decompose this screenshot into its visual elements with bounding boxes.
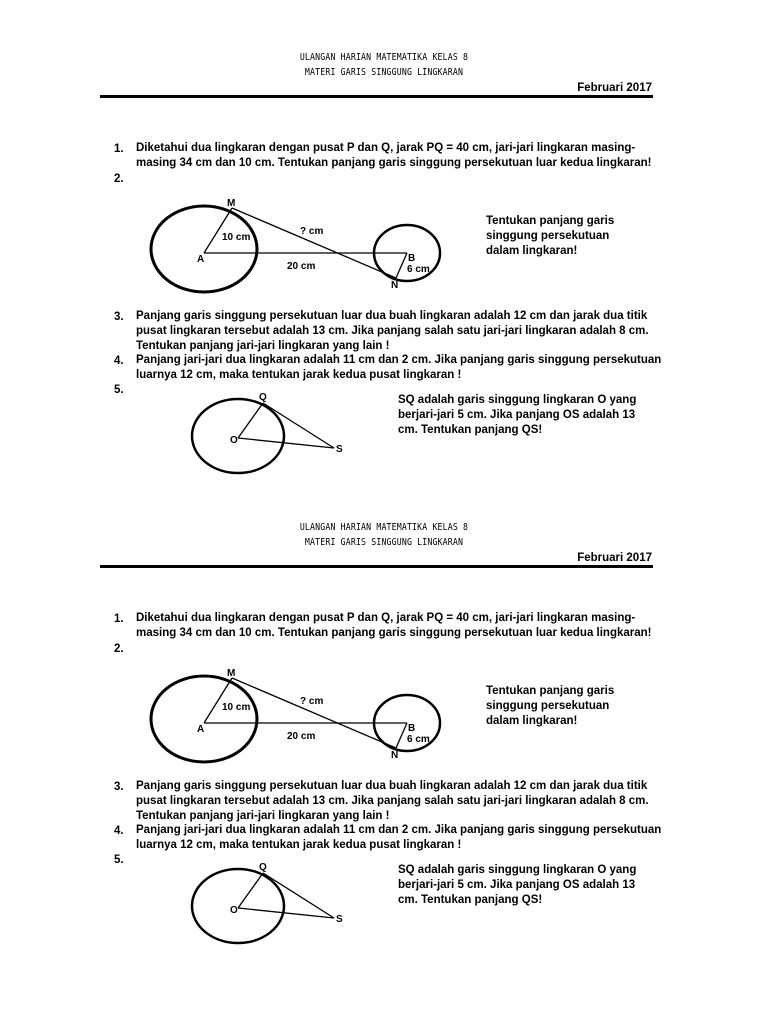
question-5-number: 5. xyxy=(114,384,124,396)
label-distance: 20 cm xyxy=(287,261,316,272)
large-circle xyxy=(151,206,257,292)
question-3-text: Panjang garis singgung persekutuan luar dua buah lingkaran adalah 12 cm dan jarak dua titik pusat lingkaran tersebut adalah 13 cm. Jika panjang salah satu jari-jari lingkaran adalah 8 cm. Tentukan panjang jari-jari lingkaran yang lain ! xyxy=(136,780,649,822)
question-1-number: 1. xyxy=(114,143,124,155)
radius-a xyxy=(204,678,232,723)
circle-o xyxy=(192,399,284,473)
label-o: O xyxy=(230,905,238,916)
radius-b xyxy=(396,723,407,748)
label-a: A xyxy=(197,254,205,265)
question-2-figure xyxy=(0,518,768,988)
large-circle xyxy=(151,676,257,762)
label-radius-2: 6 cm xyxy=(407,264,430,275)
label-b: B xyxy=(408,253,416,264)
question-5-text: SQ adalah garis singgung lingkaran O yang berjari-jari 5 cm. Jika panjang OS adalah 13 cm. Tentukan panjang QS! xyxy=(398,394,637,436)
worksheet-title: ULANGAN HARIAN MATEMATIKA KELAS 8 xyxy=(299,522,469,533)
worksheet-date: Februari 2017 xyxy=(577,552,652,564)
label-n: N xyxy=(391,280,399,291)
label-q: Q xyxy=(259,862,267,873)
question-4-text: Panjang jari-jari dua lingkaran adalah 11 cm dan 2 cm. Jika panjang garis singgung persekutuan luarnya 12 cm, maka tentukan jarak kedua pusat lingkaran ! xyxy=(136,354,662,381)
question-2-number: 2. xyxy=(114,173,124,185)
radius-oq xyxy=(238,403,263,438)
question-2-text: Tentukan panjang garis singgung persekutuan dalam lingkaran! xyxy=(486,215,615,257)
label-m: M xyxy=(227,668,236,679)
worksheet-top xyxy=(0,48,768,518)
circle-o xyxy=(192,869,284,943)
worksheet-date: Februari 2017 xyxy=(577,82,652,94)
question-2-text: Tentukan panjang garis singgung persekutuan dalam lingkaran! xyxy=(486,685,615,727)
worksheet-title: ULANGAN HARIAN MATEMATIKA KELAS 8 xyxy=(299,52,469,63)
worksheet-subtitle: MATERI GARIS SINGGUNG LINGKARAN xyxy=(304,537,464,548)
label-s: S xyxy=(336,914,343,925)
label-tangent: ? cm xyxy=(300,226,324,237)
question-4-text: Panjang jari-jari dua lingkaran adalah 11 cm dan 2 cm. Jika panjang garis singgung persekutuan luarnya 12 cm, maka tentukan jarak kedua pusat lingkaran ! xyxy=(136,824,662,851)
label-a: A xyxy=(197,724,205,735)
question-3-text: Panjang garis singgung persekutuan luar dua buah lingkaran adalah 12 cm dan jarak dua titik pusat lingkaran tersebut adalah 13 cm. Jika panjang salah satu jari-jari lingkaran adalah 8 cm. Tentukan panjang jari-jari lingkaran yang lain ! xyxy=(136,310,649,352)
label-o: O xyxy=(230,435,238,446)
label-s: S xyxy=(336,444,343,455)
radius-a xyxy=(204,208,232,253)
question-5-number: 5. xyxy=(114,854,124,866)
worksheet-bottom xyxy=(0,518,768,988)
label-radius-1: 10 cm xyxy=(222,702,251,713)
label-tangent: ? cm xyxy=(300,696,324,707)
question-4-number: 4. xyxy=(114,355,124,367)
label-radius-1: 10 cm xyxy=(222,232,251,243)
label-n: N xyxy=(391,750,399,761)
label-m: M xyxy=(227,198,236,209)
worksheet-subtitle: MATERI GARIS SINGGUNG LINGKARAN xyxy=(304,67,464,78)
radius-b xyxy=(396,253,407,278)
question-3-number: 3. xyxy=(114,781,124,793)
question-5-text: SQ adalah garis singgung lingkaran O yang berjari-jari 5 cm. Jika panjang OS adalah 13 cm. Tentukan panjang QS! xyxy=(398,864,637,906)
label-distance: 20 cm xyxy=(287,731,316,742)
question-1-number: 1. xyxy=(114,613,124,625)
label-b: B xyxy=(408,723,416,734)
label-radius-2: 6 cm xyxy=(407,734,430,745)
question-2-figure xyxy=(0,48,768,518)
label-q: Q xyxy=(259,392,267,403)
radius-oq xyxy=(238,873,263,908)
question-4-number: 4. xyxy=(114,825,124,837)
question-3-number: 3. xyxy=(114,311,124,323)
question-1-text: Diketahui dua lingkaran dengan pusat P dan Q, jarak PQ = 40 cm, jari-jari lingkaran masing-masing 34 cm dan 10 cm. Tentukan panjang garis singgung persekutuan luar kedua lingkaran! xyxy=(136,612,652,639)
question-1-text: Diketahui dua lingkaran dengan pusat P dan Q, jarak PQ = 40 cm, jari-jari lingkaran masing-masing 34 cm dan 10 cm. Tentukan panjang garis singgung persekutuan luar kedua lingkaran! xyxy=(136,142,652,169)
question-2-number: 2. xyxy=(114,643,124,655)
